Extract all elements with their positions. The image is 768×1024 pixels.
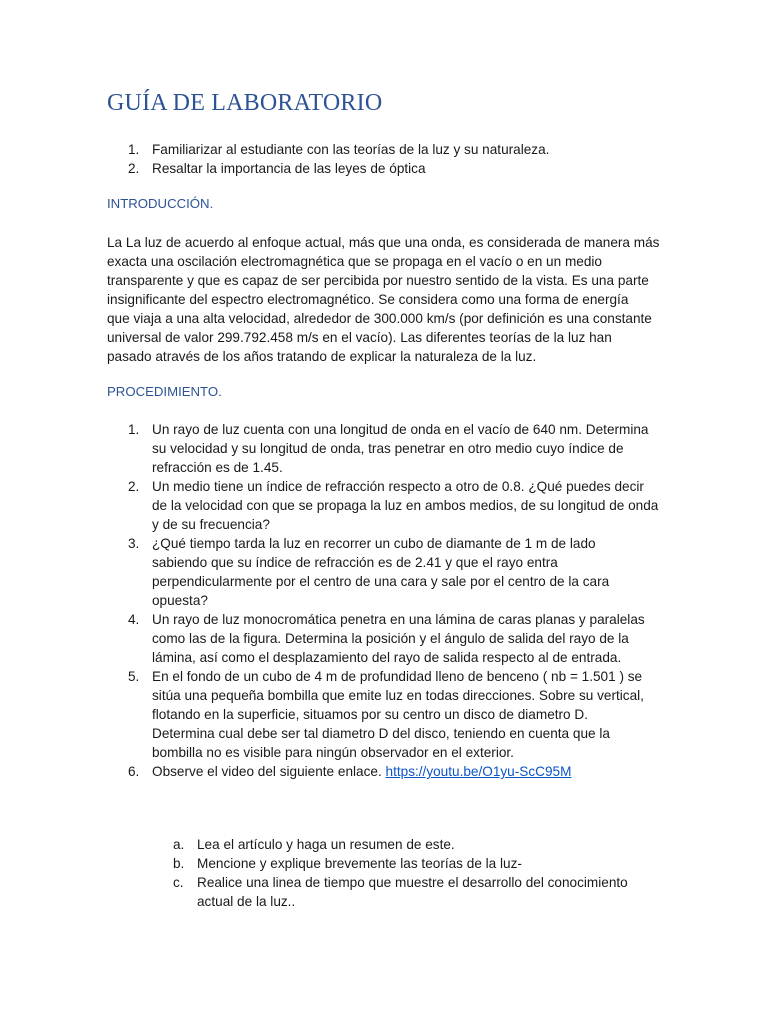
list-item-line: ¿Qué tiempo tarda la luz en recorrer un cubo de diamante de 1 m de lado xyxy=(152,536,596,551)
list-item xyxy=(128,534,672,610)
paragraph-line: exacta una oscilación electromagnética que se propaga en el vacío o en un medio xyxy=(107,254,602,269)
list-letter: a. xyxy=(173,837,185,852)
list-letter: b. xyxy=(173,856,185,871)
list-item xyxy=(128,159,712,178)
list-item-line: actual de la luz.. xyxy=(197,894,296,909)
list-item-text: Resaltar la importancia de las leyes de óptica xyxy=(152,161,426,176)
list-number: 1. xyxy=(128,422,140,437)
paragraph-line: insignificante del espectro electromagnético. Se considera como una forma de energía xyxy=(107,292,629,307)
list-item xyxy=(173,873,677,911)
list-number: 1. xyxy=(128,142,140,157)
list-item-text: Observe el video del siguiente enlace. xyxy=(152,764,386,779)
list-item-line: Realice una linea de tiempo que muestre el desarrollo del conocimiento xyxy=(197,875,628,890)
list-item xyxy=(173,854,677,873)
paragraph-line: pasado através de los años tratando de explicar la naturaleza de la luz. xyxy=(107,349,537,364)
list-item-line: flotando en la superficie, situamos por su centro un disco de diametro D. xyxy=(152,707,588,722)
list-item-line: Determina cual debe ser tal diametro D del disco, teniendo en cuenta que la xyxy=(152,726,610,741)
paragraph-line: universal de valor 299.792.458 m/s en el vacío). Las diferentes teorías de la luz han xyxy=(107,330,612,345)
list-item-line: como las de la figura. Determina la posición y el ángulo de salida del rayo de la xyxy=(152,631,629,646)
video-link[interactable]: https://youtu.be/O1yu-ScC95M xyxy=(385,764,572,779)
subtasks-list xyxy=(173,835,677,911)
list-item-line: Lea el artículo y haga un resumen de este. xyxy=(197,837,455,852)
list-item-line: opuesta? xyxy=(152,593,208,608)
list-item-line: bombilla no es visible para ningún observador en el exterior. xyxy=(152,745,514,760)
list-number: 2. xyxy=(128,479,140,494)
list-item xyxy=(173,835,677,854)
list-number: 3. xyxy=(128,536,140,551)
list-item xyxy=(128,477,672,534)
list-item-line: En el fondo de un cubo de 4 m de profundidad lleno de benceno ( nb = 1.501 ) se xyxy=(152,669,643,684)
paragraph-line: La La luz de acuerdo al enfoque actual, más que una onda, es considerada de manera más xyxy=(107,235,660,250)
list-item-line: sitúa una pequeña bombilla que emite luz en todas direcciones. Sobre su vertical, xyxy=(152,688,644,703)
list-item-text: Familiarizar al estudiante con las teorías de la luz y su naturaleza. xyxy=(152,142,550,157)
list-number: 4. xyxy=(128,612,140,627)
list-item-line: perpendicularmente por el centro de una cara y sale por el centro de la cara xyxy=(152,574,610,589)
list-item-line: refracción es de 1.45. xyxy=(152,460,283,475)
introduction-paragraph xyxy=(107,233,667,366)
list-item-line: Un rayo de luz monocromática penetra en una lámina de caras planas y paralelas xyxy=(152,612,645,627)
list-item-line: y de su frecuencia? xyxy=(152,517,270,532)
list-number: 5. xyxy=(128,669,140,684)
list-item-line: lámina, así como el desplazamiento del rayo de salida respecto al de entrada. xyxy=(152,650,622,665)
list-item xyxy=(128,140,712,159)
list-item-line: Un rayo de luz cuenta con una longitud de onda en el vacío de 640 nm. Determina xyxy=(152,422,649,437)
list-item xyxy=(128,667,672,762)
list-item xyxy=(128,420,672,477)
list-number: 2. xyxy=(128,161,140,176)
paragraph-line: que viaja a una alta velocidad, alrededor de 300.000 km/s (por definición es una constante xyxy=(107,311,652,326)
list-item-line: su velocidad y su longitud de onda, tras penetrar en otro medio cuyo índice de xyxy=(152,441,624,456)
paragraph-line: transparente y que es capaz de ser percibida por nuestro sentido de la vista. Es una parte xyxy=(107,273,649,288)
introduction-heading: INTRODUCCIÓN. xyxy=(107,196,214,211)
document-title: GUÍA DE LABORATORIO xyxy=(107,90,383,116)
list-item-line: Un medio tiene un índice de refracción respecto a otro de 0.8. ¿Qué puedes decir xyxy=(152,479,644,494)
list-item xyxy=(128,610,672,667)
list-item-line: Mencione y explique brevemente las teorías de la luz- xyxy=(197,856,522,871)
list-letter: c. xyxy=(173,875,184,890)
objectives-list xyxy=(128,140,712,178)
list-item-line: sabiendo que su índice de refracción es de 2.41 y que el rayo entra xyxy=(152,555,558,570)
list-number: 6. xyxy=(128,764,140,779)
list-item-line: de la velocidad con que se propaga la luz en ambos medios, de su longitud de onda xyxy=(152,498,659,513)
procedure-list xyxy=(128,420,672,781)
procedure-heading: PROCEDIMIENTO. xyxy=(107,384,222,399)
list-item xyxy=(128,762,672,781)
